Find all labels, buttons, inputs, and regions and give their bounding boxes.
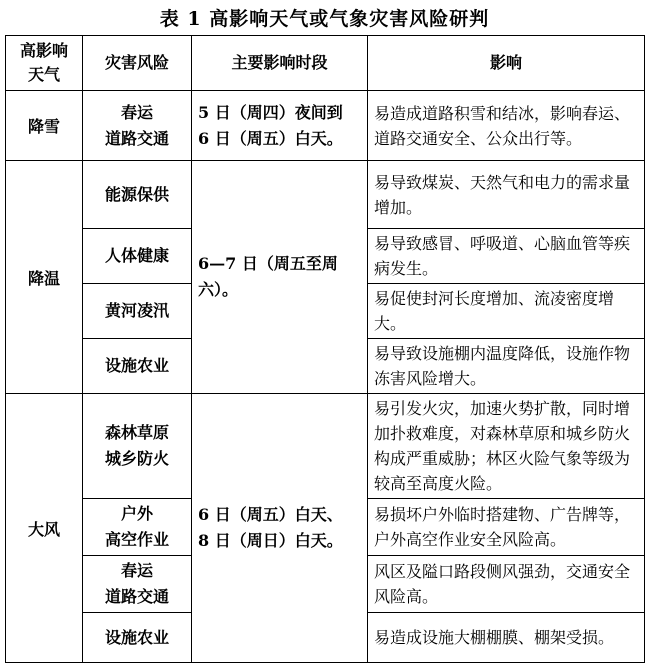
period-cell: 6 日（周五）白天、 8 日（周日）白天。 [192,394,368,663]
impact-cell: 易损坏户外临时搭建物、广告牌等，户外高空作业安全风险高。 [368,499,645,556]
impact-cell: 易引发火灾，加速火势扩散，同时增加扑救难度，对森林草原和城乡防火构成严重威胁；林区火险气象等级为较高至高度火险。 [368,394,645,499]
table-row [6,161,645,229]
table-header-row [6,36,645,91]
impact-cell: 易造成设施大棚棚膜、棚架受损。 [368,613,645,663]
impact-cell: 易导致煤炭、天然气和电力的需求量增加。 [368,161,645,229]
header-period: 主要影响时段 [192,36,368,91]
period-cell: 6—7 日（周五至周六）。 [192,161,368,394]
table-title: 表 1 高影响天气或气象灾害风险研判 [159,8,490,30]
impact-cell: 易导致设施棚内温度降低，设施作物冻害风险增大。 [368,339,645,394]
risk-cell: 设施农业 [83,339,192,394]
weather-cell: 大风 [6,394,83,663]
risk-cell: 春运 道路交通 [83,556,192,613]
impact-cell: 易促使封河长度增加、流凌密度增大。 [368,284,645,339]
period-cell: 5 日（周四）夜间到 6 日（周五）白天。 [192,91,368,161]
risk-cell: 人体健康 [83,229,192,284]
impact-cell: 易导致感冒、呼吸道、心脑血管等疾病发生。 [368,229,645,284]
table-row [6,394,645,499]
table-row [6,91,645,161]
weather-cell: 降雪 [6,91,83,161]
header-impact: 影响 [368,36,645,91]
risk-cell: 森林草原 城乡防火 [83,394,192,499]
impact-cell: 风区及隘口路段侧风强劲，交通安全风险高。 [368,556,645,613]
risk-cell: 春运 道路交通 [83,91,192,161]
risk-assessment-table [5,35,645,663]
risk-cell: 户外 高空作业 [83,499,192,556]
risk-cell: 能源保供 [83,161,192,229]
weather-cell: 降温 [6,161,83,394]
impact-cell: 易造成道路积雪和结冰，影响春运、道路交通安全、公众出行等。 [368,91,645,161]
risk-cell: 黄河凌汛 [83,284,192,339]
header-weather: 高影响 天气 [6,36,83,91]
header-risk: 灾害风险 [83,36,192,91]
risk-cell: 设施农业 [83,613,192,663]
